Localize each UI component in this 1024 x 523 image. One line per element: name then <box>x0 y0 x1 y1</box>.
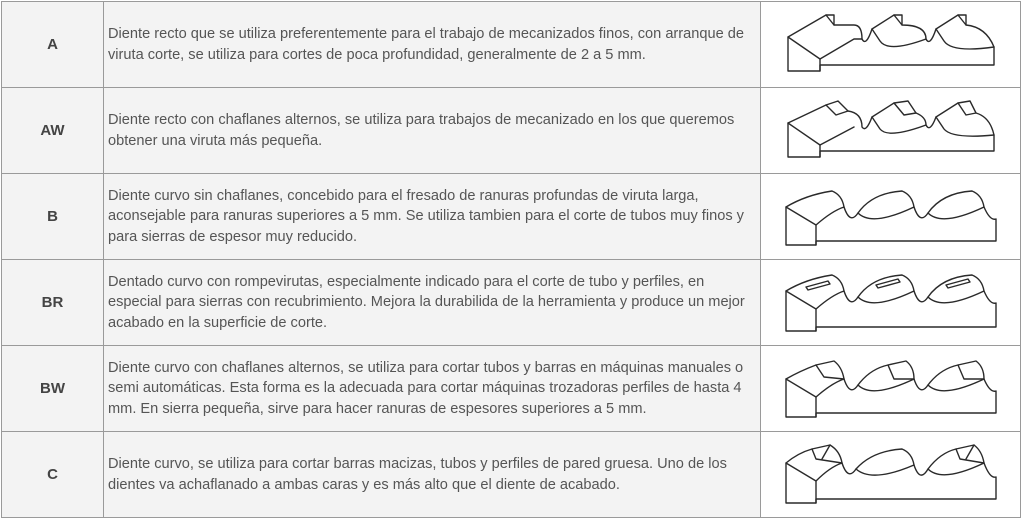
tooth-code: BR <box>2 260 104 346</box>
tooth-description: Diente curvo sin chaflanes, concebido para el fresado de ranuras profundas de viruta larga, aconsejable para ranuras superiores a 5 mm. Se utiliza tambien para el corte de tubos muy finos y para sierras de espesor muy reducido. <box>104 174 761 260</box>
tooth-code: AW <box>2 88 104 174</box>
curved-tooth-icon <box>776 181 1006 253</box>
tooth-code: BW <box>2 346 104 432</box>
table-row-aw <box>2 88 1021 174</box>
tooth-code: B <box>2 174 104 260</box>
tooth-code: C <box>2 432 104 518</box>
curved-chamfered-tooth-icon <box>776 353 1006 425</box>
straight-tooth-icon <box>776 9 1006 81</box>
tooth-description: Diente curvo con chaflanes alternos, se utiliza para cortar tubos y barras en máquinas manuales o semi automáticas. Esta forma es la adecuada para cortar máquinas trozadoras perfiles de hasta 4 mm. En sierra pequeña, sirve para hacer ranuras de espesores superiores a 5 mm. <box>104 346 761 432</box>
tooth-code: A <box>2 2 104 88</box>
curved-chipbreaker-tooth-icon <box>776 267 1006 339</box>
table-row-br <box>2 260 1021 346</box>
tooth-description: Diente recto que se utiliza preferentemente para el trabajo de mecanizados finos, con arranque de viruta corte, se utiliza para cortes de poca profundidad, generalmente de 2 a 5 mm. <box>104 2 761 88</box>
table-row-c <box>2 432 1021 518</box>
table-row-b <box>2 174 1021 260</box>
table-row-bw <box>2 346 1021 432</box>
tooth-description: Dentado curvo con rompevirutas, especialmente indicado para el corte de tubo y perfiles, en especial para sierras con recubrimiento. Mejora la durabilida de la herramienta y produce un mejor acabado en la superficie de corte. <box>104 260 761 346</box>
straight-chamfered-tooth-icon <box>776 95 1006 167</box>
tooth-description: Diente curvo, se utiliza para cortar barras macizas, tubos y perfiles de pared gruesa. Uno de los dientes va achaflanado a ambas caras y es más alto que el diente de acabado. <box>104 432 761 518</box>
tooth-types-table <box>1 1 1021 518</box>
table-row-a <box>2 2 1021 88</box>
curved-double-chamfer-tooth-icon <box>776 439 1006 511</box>
tooth-description: Diente recto con chaflanes alternos, se utiliza para trabajos de mecanizado en los que queremos obtener una viruta más pequeña. <box>104 88 761 174</box>
